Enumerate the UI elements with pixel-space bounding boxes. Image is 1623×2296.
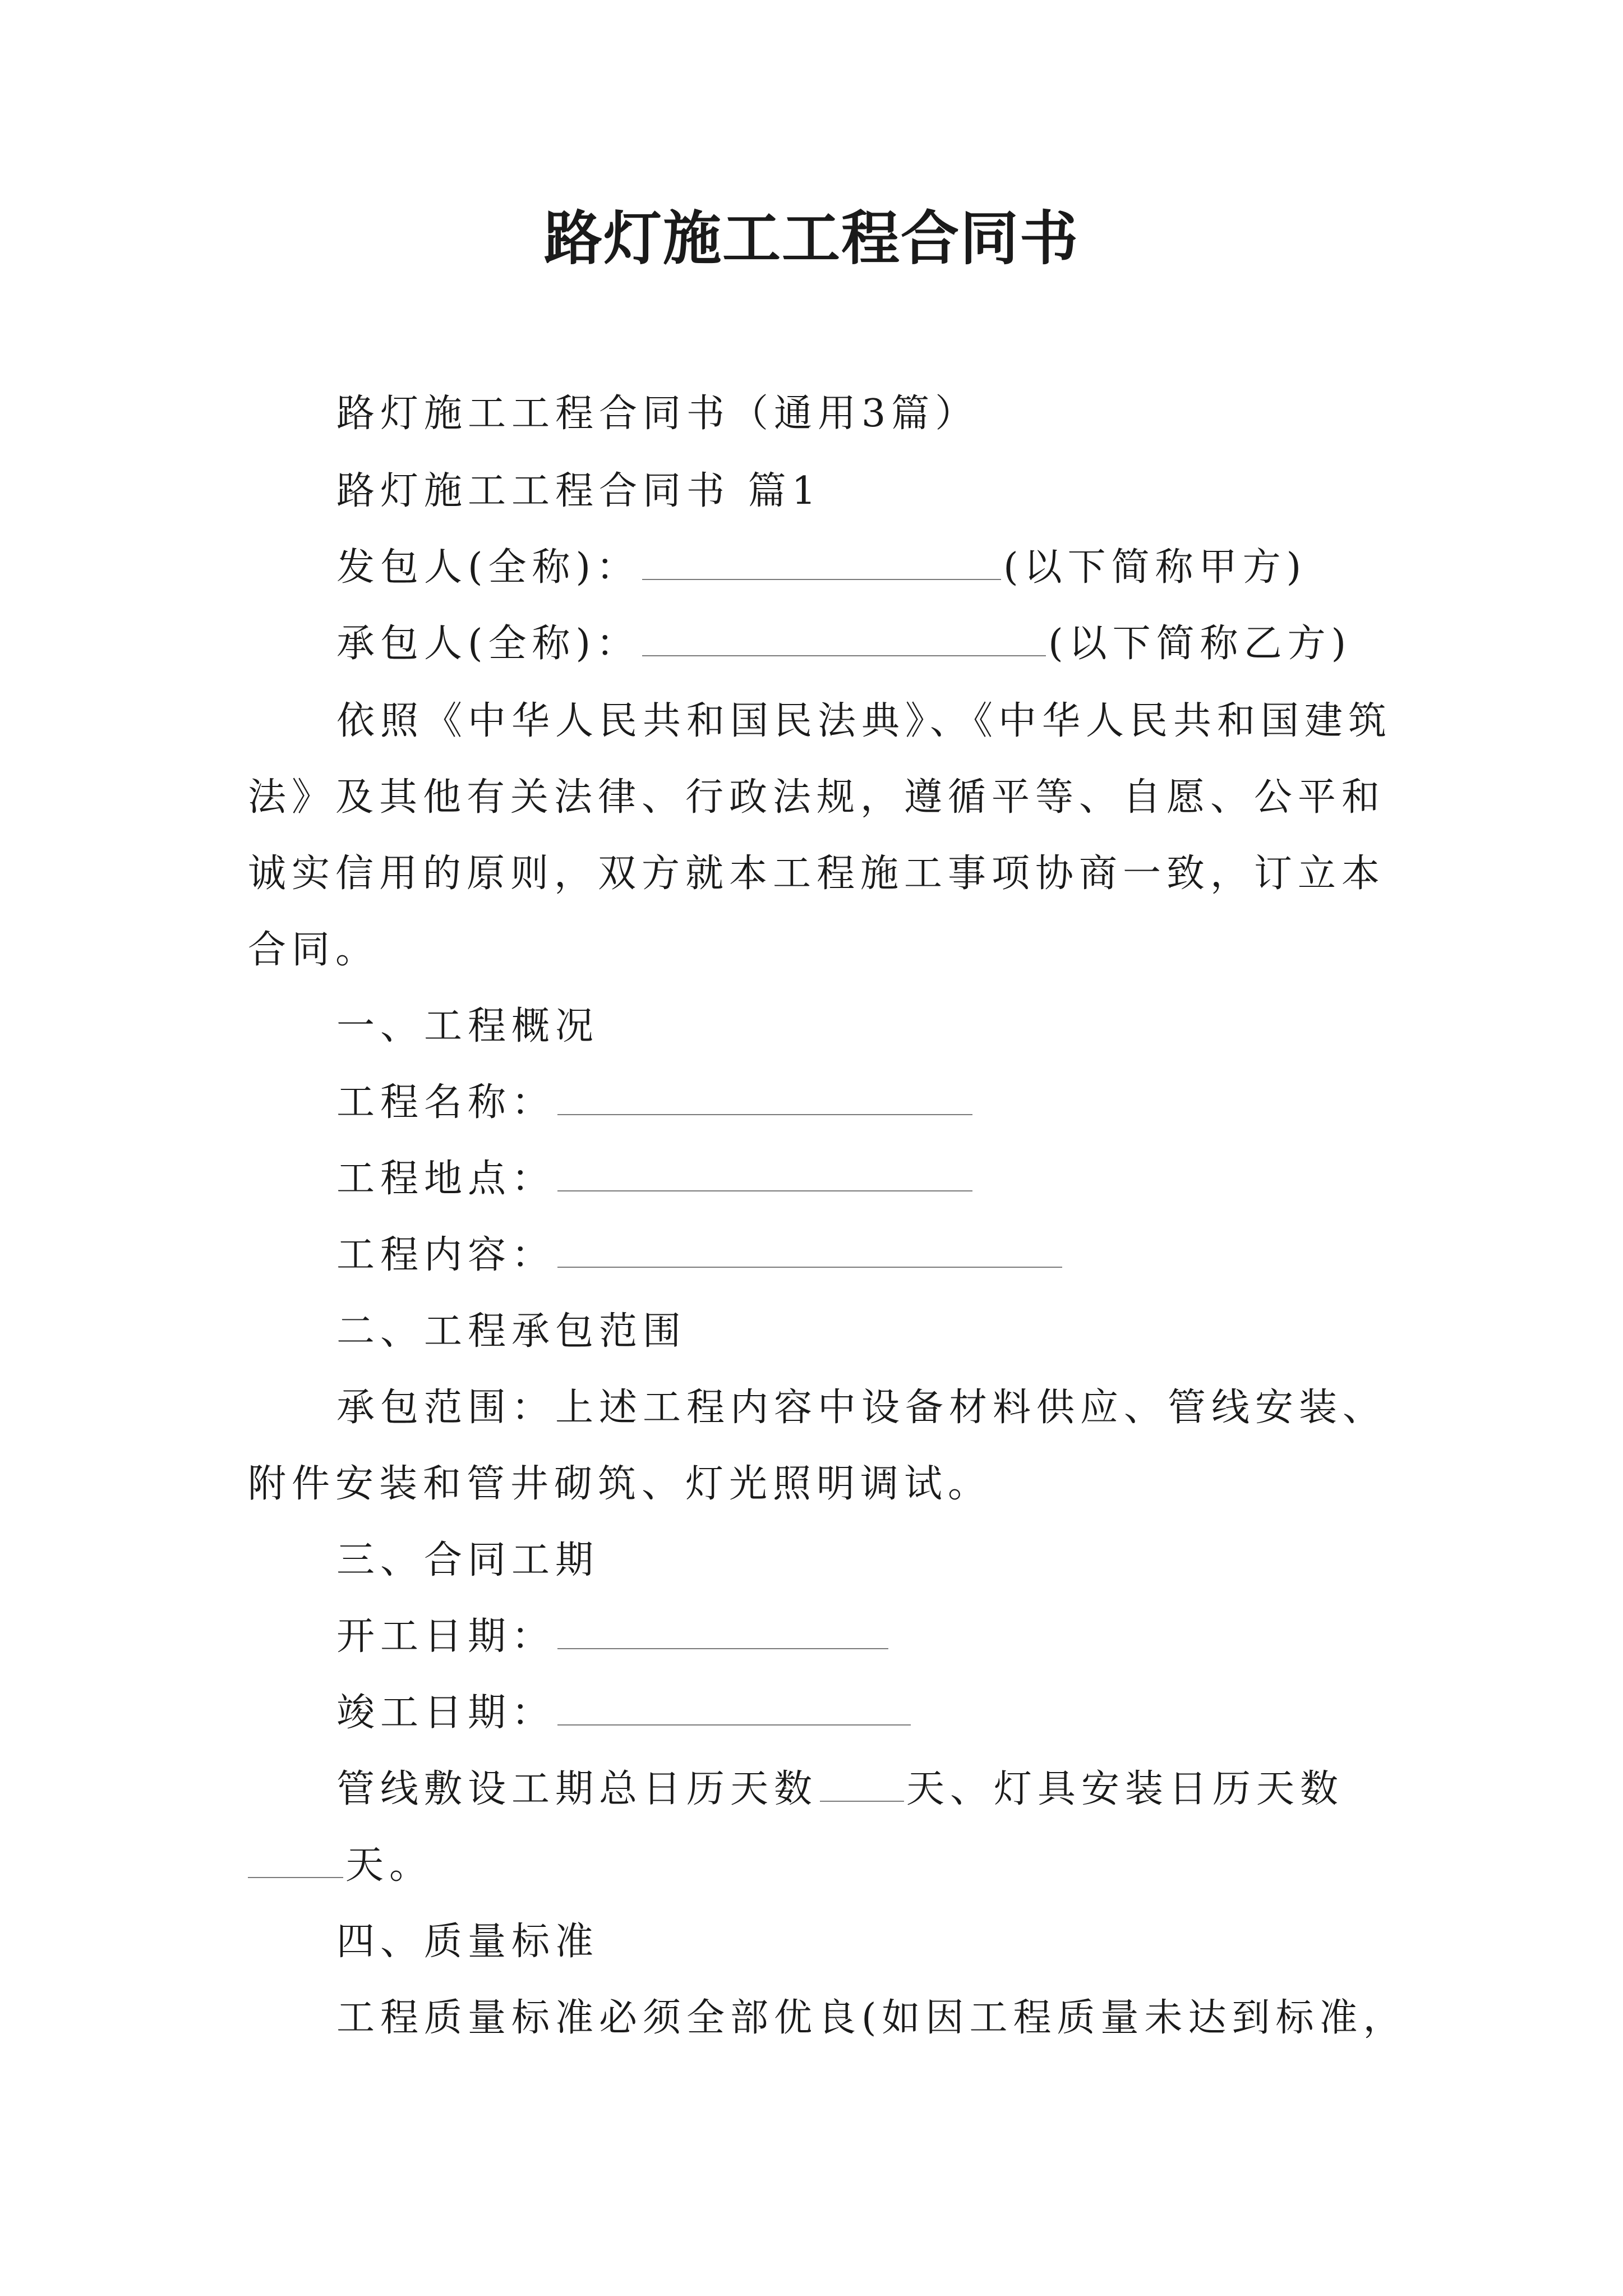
lamp-install-days-blank[interactable] (248, 1844, 343, 1878)
project-content-line (336, 1228, 1064, 1282)
section-heading-text: 二、工程承包范围 (336, 1309, 687, 1354)
employer-label: 发包人(全称)： (336, 545, 640, 590)
project-location-line (336, 1152, 975, 1206)
paragraph-text: 诚实信用的原则，双方就本工程施工事项协商一致，订立本 (248, 852, 1386, 896)
section-heading (336, 1534, 599, 1588)
section-heading (336, 1915, 599, 1969)
project-name-line (336, 1076, 975, 1130)
part1-text: 路灯施工工程合同书 篇1 (336, 469, 822, 513)
paragraph-text: 工程质量标准必须全部优良(如因工程质量未达到标准， (336, 1996, 1407, 2040)
duration-label-2: 天、灯具安装日历天数 (906, 1767, 1344, 1811)
duration-label-3: 天。 (345, 1843, 434, 1888)
project-content-label: 工程内容： (336, 1233, 556, 1277)
completion-date-line (336, 1686, 913, 1740)
section-heading (336, 1000, 599, 1053)
employer-blank[interactable] (642, 546, 1001, 580)
project-name-blank[interactable] (557, 1082, 972, 1115)
project-content-blank[interactable] (557, 1234, 1062, 1268)
section-heading-text: 四、质量标准 (336, 1920, 600, 1964)
contractor-line (336, 617, 1352, 671)
paragraph-text: 附件安装和管井砌筑、灯光照明调试。 (248, 1462, 992, 1506)
start-date-label: 开工日期： (336, 1614, 556, 1659)
pipeline-days-blank[interactable] (820, 1768, 904, 1802)
completion-date-label: 竣工日期： (336, 1691, 556, 1735)
paragraph-text: 承包范围：上述工程内容中设备材料供应、管线安装、 (336, 1386, 1387, 1430)
project-name-label: 工程名称： (336, 1080, 556, 1125)
completion-date-blank[interactable] (557, 1692, 911, 1726)
subtitle-line (336, 387, 979, 441)
duration-line-cont (248, 1839, 433, 1893)
paragraph-line (336, 1381, 1386, 1435)
paragraph-text: 法》及其他有关法律、行政法规，遵循平等、自愿、公平和 (248, 775, 1386, 820)
paragraph-line (248, 923, 379, 977)
paragraph-line (336, 694, 1392, 748)
start-date-blank[interactable] (557, 1616, 888, 1649)
contractor-suffix: (以下简称乙方) (1048, 622, 1352, 666)
section-heading-text: 一、工程概况 (336, 1004, 600, 1048)
start-date-line (336, 1610, 891, 1664)
section-heading-part1 (336, 464, 822, 518)
paragraph-line (248, 847, 1385, 901)
paragraph-line (248, 1457, 992, 1511)
project-location-blank[interactable] (557, 1158, 972, 1191)
paragraph-text: 依照《中华人民共和国民法典》、《中华人民共和国建筑 (336, 699, 1393, 743)
section-heading (336, 1305, 686, 1359)
paragraph-text: 合同。 (248, 928, 380, 972)
subtitle-text: 路灯施工工程合同书（通用3篇） (336, 392, 979, 436)
paragraph-line (248, 771, 1385, 825)
employer-line (336, 541, 1307, 595)
duration-line (336, 1763, 1344, 1816)
contractor-label: 承包人(全称)： (336, 622, 640, 666)
paragraph-line (336, 1991, 1407, 2045)
duration-label-1: 管线敷设工期总日历天数 (336, 1767, 818, 1811)
section-heading-text: 三、合同工期 (336, 1538, 600, 1582)
employer-suffix: (以下简称甲方) (1003, 545, 1307, 590)
document-title: 路灯施工工程合同书 (543, 204, 1079, 273)
contractor-blank[interactable] (642, 623, 1046, 656)
project-location-label: 工程地点： (336, 1157, 556, 1201)
